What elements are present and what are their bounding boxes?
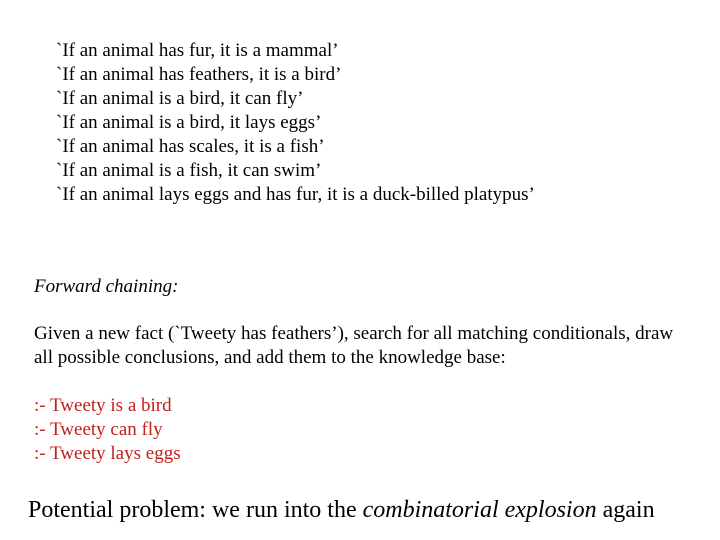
potential-problem-statement bbox=[28, 495, 655, 525]
conclusion-bird: :- Tweety is a bird bbox=[34, 395, 172, 416]
rule-feathers-bird: `If an animal has feathers, it is a bird’ bbox=[56, 64, 342, 85]
forward-chaining-description: Given a new fact (`Tweety has feathers’), search for all matching conditionals, draw all possible conclusions, and add them to the knowledge base: bbox=[34, 323, 674, 368]
rule-scales-fish: `If an animal has scales, it is a fish’ bbox=[56, 136, 325, 157]
problem-suffix: again bbox=[596, 497, 655, 523]
rule-fur-mammal: `If an animal has fur, it is a mammal’ bbox=[56, 40, 339, 61]
conclusion-fly: :- Tweety can fly bbox=[34, 419, 163, 440]
rule-bird-fly: `If an animal is a bird, it can fly’ bbox=[56, 88, 304, 109]
forward-chaining-heading: Forward chaining: bbox=[34, 276, 179, 297]
rule-fish-swim: `If an animal is a fish, it can swim’ bbox=[56, 160, 322, 181]
conclusions-list bbox=[34, 394, 181, 466]
problem-emphasis: combinatorial explosion bbox=[362, 497, 597, 523]
conclusion-eggs: :- Tweety lays eggs bbox=[34, 443, 181, 464]
rules-list bbox=[56, 39, 535, 207]
rule-platypus: `If an animal lays eggs and has fur, it is a duck-billed platypus’ bbox=[56, 184, 535, 205]
problem-prefix: Potential problem: we run into the bbox=[28, 497, 363, 523]
rule-bird-eggs: `If an animal is a bird, it lays eggs’ bbox=[56, 112, 322, 133]
